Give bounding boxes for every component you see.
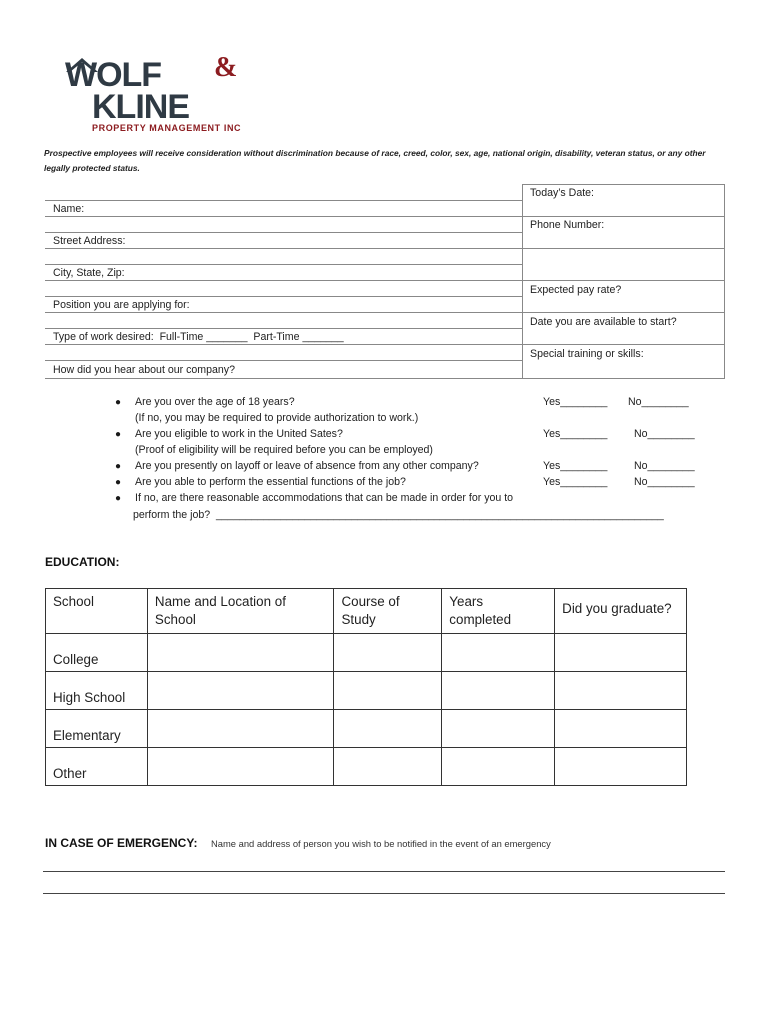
education-table (45, 588, 687, 786)
work-type-field[interactable]: Type of work desired: Full-Time _______ Part-Time _______ (53, 331, 344, 343)
education-heading: EDUCATION: (45, 555, 120, 569)
answer-no[interactable]: No________ (628, 396, 689, 408)
eeo-disclaimer: Prospective employees will receive consideration without discrimination because of race, creed, color, sex, age, national origin, disability, veteran status, or any other legally protected status. (44, 148, 706, 173)
header-cell: School (46, 589, 148, 634)
table-header-row (46, 589, 687, 634)
input-cell[interactable] (334, 672, 442, 710)
start-date-field[interactable]: Date you are available to start? (530, 316, 677, 328)
table-row (46, 672, 687, 710)
phone-field[interactable]: Phone Number: (530, 219, 605, 231)
grid-line (45, 378, 725, 379)
input-cell[interactable] (147, 748, 334, 786)
city-state-zip-field[interactable]: City, State, Zip: (53, 267, 125, 279)
answer-no[interactable]: No________ (634, 428, 695, 440)
input-cell[interactable] (442, 748, 555, 786)
referral-source-field[interactable]: How did you hear about our company? (53, 364, 235, 376)
header-cell: Years completed (442, 589, 555, 634)
logo-tagline: PROPERTY MANAGEMENT INC (92, 123, 242, 133)
grid-line (45, 232, 522, 233)
grid-line (724, 184, 725, 378)
row-label: Elementary (46, 710, 148, 748)
input-cell[interactable] (334, 634, 442, 672)
input-cell[interactable] (442, 710, 555, 748)
grid-line (522, 184, 724, 185)
input-cell[interactable] (555, 634, 687, 672)
question-eligible: Are you eligible to work in the United Sates? (135, 428, 343, 440)
emergency-heading: IN CASE OF EMERGENCY: (45, 836, 198, 850)
question-layoff: Are you presently on layoff or leave of absence from any other company? (135, 460, 479, 472)
grid-line (45, 344, 522, 345)
grid-line (522, 344, 724, 345)
input-cell[interactable] (555, 710, 687, 748)
input-cell[interactable] (555, 672, 687, 710)
question-note: (Proof of eligibility will be required before you can be employed) (135, 444, 433, 456)
grid-line (45, 200, 522, 201)
row-label: High School (46, 672, 148, 710)
row-label: College (46, 634, 148, 672)
input-cell[interactable] (334, 710, 442, 748)
input-cell[interactable] (147, 634, 334, 672)
grid-line (45, 248, 522, 249)
emergency-instructions: Name and address of person you wish to be notified in the event of an emergency (211, 838, 551, 849)
position-field[interactable]: Position you are applying for: (53, 299, 190, 311)
answer-no[interactable]: No________ (634, 476, 695, 488)
grid-line (522, 312, 724, 313)
bullet-icon: ● (115, 397, 122, 408)
input-cell[interactable] (442, 672, 555, 710)
table-row (46, 634, 687, 672)
emergency-answer-line[interactable] (43, 893, 725, 894)
question-note: (If no, you may be required to provide authorization to work.) (135, 412, 419, 424)
answer-yes[interactable]: Yes________ (543, 460, 608, 472)
bullet-icon: ● (115, 461, 122, 472)
logo-ampersand: & (214, 52, 238, 83)
row-label: Other (46, 748, 148, 786)
emergency-answer-line[interactable] (43, 871, 725, 872)
answer-no[interactable]: No________ (634, 460, 695, 472)
input-cell[interactable] (555, 748, 687, 786)
grid-line (45, 280, 522, 281)
bullet-icon: ● (115, 429, 122, 440)
pay-rate-field[interactable]: Expected pay rate? (530, 284, 622, 296)
grid-line (45, 328, 522, 329)
grid-line (522, 248, 724, 249)
bullet-icon: ● (115, 477, 122, 488)
question-age: Are you over the age of 18 years? (135, 396, 295, 408)
grid-line (522, 184, 523, 378)
grid-line (522, 216, 724, 217)
accommodations-answer-line[interactable]: perform the job? ____________________________________________________________________________ (133, 509, 664, 521)
input-cell[interactable] (334, 748, 442, 786)
input-cell[interactable] (147, 710, 334, 748)
bullet-icon: ● (115, 493, 122, 504)
header-cell: Did you graduate? (555, 589, 687, 634)
todays-date-field[interactable]: Today’s Date: (530, 187, 594, 199)
training-field[interactable]: Special training or skills: (530, 348, 644, 360)
input-cell[interactable] (442, 634, 555, 672)
answer-yes[interactable]: Yes________ (543, 428, 608, 440)
header-cell: Course of Study (334, 589, 442, 634)
grid-line (45, 264, 522, 265)
header-cell: Name and Location of School (147, 589, 334, 634)
question-essential-functions: Are you able to perform the essential functions of the job? (135, 476, 406, 488)
logo-name-bottom: KLINE (92, 88, 189, 126)
table-row (46, 748, 687, 786)
table-row (46, 710, 687, 748)
question-accommodations: If no, are there reasonable accommodations that can be made in order for you to (135, 492, 514, 504)
company-logo (62, 50, 272, 136)
logo-name-top: WOLF (65, 56, 162, 94)
answer-yes[interactable]: Yes________ (543, 396, 608, 408)
grid-line (45, 216, 522, 217)
input-cell[interactable] (147, 672, 334, 710)
grid-line (522, 280, 724, 281)
street-address-field[interactable]: Street Address: (53, 235, 126, 247)
answer-yes[interactable]: Yes________ (543, 476, 608, 488)
grid-line (45, 296, 522, 297)
grid-line (45, 312, 522, 313)
grid-line (45, 360, 522, 361)
name-field[interactable]: Name: (53, 203, 85, 215)
